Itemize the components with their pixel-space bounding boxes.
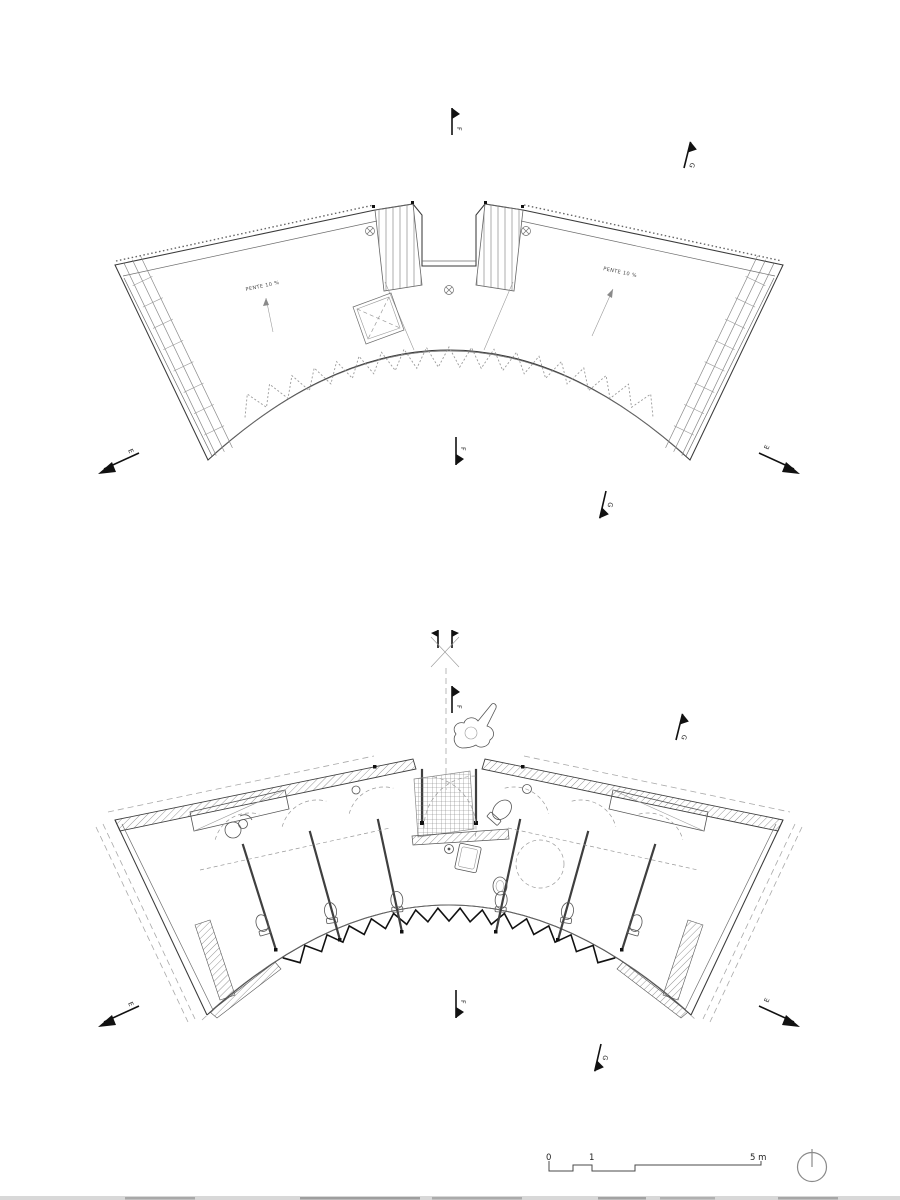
cubicle-partition xyxy=(310,832,340,940)
overhang-dashed xyxy=(96,827,188,1022)
plank-line xyxy=(705,362,725,371)
plank-line xyxy=(746,276,766,285)
toilet-icon xyxy=(254,913,271,936)
gable-wall-left-inner xyxy=(122,824,213,1010)
slope-label: PENTE 10 % xyxy=(245,279,281,293)
corner-wall-right xyxy=(663,920,703,1000)
back-wall-right xyxy=(482,759,783,831)
roof-fold-line xyxy=(484,282,513,350)
post xyxy=(372,205,375,208)
roof-hatch-skylight xyxy=(353,293,404,344)
floor-drain-icon xyxy=(445,845,454,854)
svg-text:G: G xyxy=(605,501,615,509)
back-wall-left xyxy=(115,759,416,831)
slope-arrowhead-icon xyxy=(263,298,269,306)
svg-text:F: F xyxy=(455,127,463,131)
section-marker-f-bottom-floor xyxy=(456,990,467,1018)
post xyxy=(484,201,487,204)
ceiling-dashed-line xyxy=(508,828,698,870)
gable-wall-right xyxy=(691,820,783,1015)
plank-line xyxy=(725,319,745,328)
roof-deck-panel-left xyxy=(375,204,422,291)
boulder-sculpture xyxy=(454,704,496,748)
post xyxy=(556,938,560,942)
scale-bar-rule xyxy=(549,1161,761,1171)
plank-line xyxy=(133,276,153,285)
door-swing-arc xyxy=(349,787,393,814)
roof-drain-icon xyxy=(366,227,375,236)
section-marker-e-right-floor xyxy=(759,997,800,1027)
plank-line xyxy=(715,340,735,349)
toilet-icon xyxy=(627,913,644,936)
roof-outline xyxy=(115,204,783,460)
plank-line xyxy=(682,264,774,456)
cubicle-partition xyxy=(378,820,402,932)
door-swing-arc xyxy=(282,800,326,827)
svg-text:G: G xyxy=(600,1054,610,1062)
post xyxy=(420,821,424,825)
post xyxy=(274,948,278,952)
post xyxy=(620,948,624,952)
roof-drain-icon xyxy=(445,286,454,295)
svg-text:E: E xyxy=(126,447,136,455)
section-marker-f-bottom xyxy=(456,437,467,465)
plank-line xyxy=(124,264,216,456)
roof-fold-line xyxy=(385,282,414,350)
section-marker-g-bottom-floor xyxy=(595,1044,612,1074)
svg-text:E: E xyxy=(126,1000,136,1008)
post xyxy=(400,930,404,934)
roof-inner-edge xyxy=(686,278,774,456)
section-marker-f-top-floor xyxy=(452,686,463,713)
plank-line xyxy=(674,260,766,452)
plank-line xyxy=(143,298,163,307)
post xyxy=(411,201,414,204)
roof-plan xyxy=(115,201,783,460)
roof-serrated-edge xyxy=(116,205,374,261)
door-swing-arc xyxy=(639,813,683,840)
plank-line xyxy=(674,426,694,435)
roof-deck-panel-right xyxy=(476,204,523,291)
door-swing-arc xyxy=(215,813,259,840)
scale-tick-5m: 5 m xyxy=(750,1153,767,1163)
post xyxy=(521,765,525,769)
plank-line xyxy=(132,260,224,452)
baby-change-table xyxy=(455,843,482,873)
floor-drain-icon xyxy=(352,786,360,794)
slope-arrowhead-icon xyxy=(607,289,613,298)
slope-annotation-left xyxy=(245,280,280,332)
scale-bar xyxy=(546,1153,766,1171)
post xyxy=(494,930,498,934)
section-marker-g-bottom xyxy=(600,491,617,521)
page-edge-strip xyxy=(0,1196,900,1200)
roof-drain-icon xyxy=(522,227,531,236)
section-marker-e-left-floor xyxy=(98,1001,139,1027)
slope-label: PENTE 10 % xyxy=(602,266,638,280)
svg-text:F: F xyxy=(459,447,467,451)
section-marker-g-top xyxy=(684,142,701,171)
scale-tick-0: 0 xyxy=(546,1153,552,1163)
door-swing-arc xyxy=(572,800,616,827)
corner-wall-left xyxy=(195,920,235,1000)
plank-line xyxy=(194,404,214,413)
roof-inner-edge xyxy=(521,221,775,276)
gable-wall-left xyxy=(115,820,207,1015)
plank-line xyxy=(694,383,714,392)
plank-line xyxy=(204,426,224,435)
plank-line xyxy=(140,256,232,448)
section-marker-f-top xyxy=(452,108,463,135)
overhang-dashed xyxy=(710,827,802,1022)
floor-drain-icon xyxy=(523,785,532,794)
accessible-toilet-icon xyxy=(486,796,515,826)
section-marker-g-top-floor xyxy=(676,714,693,743)
plank-line xyxy=(684,404,704,413)
scale-tick-1: 1 xyxy=(589,1153,595,1163)
wheelchair-turning-circle xyxy=(516,840,564,888)
roof-front-inner-arc xyxy=(214,351,684,454)
svg-text:E: E xyxy=(762,996,772,1004)
slope-annotation-right xyxy=(592,266,638,336)
svg-text:G: G xyxy=(687,161,697,169)
overhang-dashed-arc xyxy=(202,905,696,1020)
svg-text:F: F xyxy=(459,1000,467,1004)
section-marker-e-right xyxy=(759,444,800,474)
roof-serrated-edge xyxy=(524,205,782,261)
north-indicator-icon xyxy=(798,1149,827,1182)
entrance-mat xyxy=(414,771,474,837)
roof-hidden-zigzag-wall xyxy=(245,347,653,417)
overhang-dashed xyxy=(703,824,795,1019)
post xyxy=(338,938,342,942)
roof-inner-edge xyxy=(124,278,212,456)
svg-text:E: E xyxy=(762,443,772,451)
plank-line xyxy=(666,256,758,448)
roof-plank-band-right xyxy=(666,256,774,456)
roof-plank-band-left xyxy=(124,256,232,456)
plank-line xyxy=(163,340,183,349)
svg-text:F: F xyxy=(455,705,463,709)
roof-inner-edge xyxy=(123,221,377,276)
post xyxy=(521,205,524,208)
post xyxy=(474,821,478,825)
plank-line xyxy=(184,383,204,392)
plank-line xyxy=(153,319,173,328)
gable-wall-right-inner xyxy=(685,824,776,1010)
overhang-dashed xyxy=(103,824,195,1019)
section-marker-e-left xyxy=(98,448,139,474)
post xyxy=(373,765,377,769)
ceiling-dashed-line xyxy=(200,828,390,870)
svg-text:G: G xyxy=(679,733,689,741)
plank-line xyxy=(174,362,194,371)
plank-line xyxy=(735,298,755,307)
survey-benchmark-icon xyxy=(431,630,459,667)
cubicle-partition xyxy=(558,832,588,940)
floor-plan xyxy=(96,630,802,1022)
boulder-detail xyxy=(465,727,477,739)
